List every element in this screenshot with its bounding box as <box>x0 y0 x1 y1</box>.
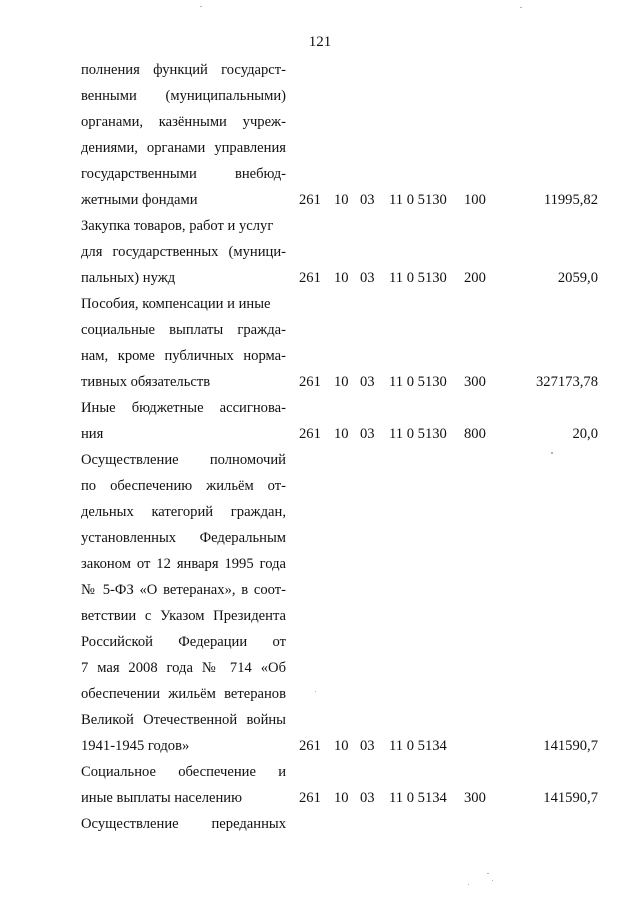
scan-speck <box>492 880 493 881</box>
description-line: венными (муниципальными) <box>81 88 286 104</box>
table-row <box>0 395 640 447</box>
description-line: ния <box>81 426 104 442</box>
description-line: иные выплаты населению <box>81 790 242 806</box>
description-line: ветствии с Указом Президента <box>81 608 286 624</box>
expense-type-code: 800 <box>464 426 486 442</box>
target-article-code: 11 0 5130 <box>389 270 447 286</box>
table-row <box>0 447 640 759</box>
description-line: Пособия, компенсации и иные <box>81 296 271 312</box>
amount: 11995,82 <box>543 192 598 208</box>
description-line: 1941-1945 годов» <box>81 738 190 754</box>
amount: 327173,78 <box>535 374 598 390</box>
admin-code: 261 <box>299 270 321 286</box>
row-description <box>81 811 286 837</box>
row-codes <box>0 187 640 213</box>
target-article-code: 11 0 5134 <box>389 738 447 754</box>
table-row <box>0 759 640 811</box>
expense-type-code: 300 <box>464 374 486 390</box>
admin-code: 261 <box>299 790 321 806</box>
section-code: 10 <box>334 790 349 806</box>
expense-type-code: 300 <box>464 790 486 806</box>
description-line: Осуществление полномочий <box>81 452 286 468</box>
target-article-code: 11 0 5130 <box>389 426 447 442</box>
section-code: 10 <box>334 192 349 208</box>
amount: 141590,7 <box>543 738 598 754</box>
row-codes <box>0 265 640 291</box>
description-line: полнения функций государст- <box>81 62 286 78</box>
description-line: Социальное обеспечение и <box>81 764 286 780</box>
subsection-code: 03 <box>360 192 375 208</box>
description-line: законом от 12 января 1995 года <box>81 556 286 572</box>
description-line: Великой Отечественной войны <box>81 712 286 728</box>
description-line: установленных Федеральным <box>81 530 286 546</box>
admin-code: 261 <box>299 738 321 754</box>
section-code: 10 <box>334 374 349 390</box>
subsection-code: 03 <box>360 790 375 806</box>
description-line: пальных) нужд <box>81 270 176 286</box>
description-line: дельных категорий граждан, <box>81 504 286 520</box>
description-line: жетными фондами <box>81 192 198 208</box>
row-codes <box>0 369 640 395</box>
table-row <box>0 57 640 213</box>
description-line: государственными внебюд- <box>81 166 286 182</box>
description-line: № 5-ФЗ «О ветеранах», в соот- <box>81 582 286 598</box>
budget-table <box>0 57 640 837</box>
scan-speck <box>487 873 489 874</box>
section-code: 10 <box>334 270 349 286</box>
description-line: для государственных (муници- <box>81 244 286 260</box>
subsection-code: 03 <box>360 270 375 286</box>
scan-speck <box>315 691 316 692</box>
table-row <box>0 291 640 395</box>
amount: 20,0 <box>572 426 598 442</box>
row-description <box>81 447 286 759</box>
description-line: дениями, органами управления <box>81 140 286 156</box>
admin-code: 261 <box>299 374 321 390</box>
row-codes <box>0 421 640 447</box>
description-line: Осуществление переданных <box>81 816 286 832</box>
table-row <box>0 213 640 291</box>
admin-code: 261 <box>299 426 321 442</box>
scan-speck <box>551 452 553 454</box>
description-line: Иные бюджетные ассигнова- <box>81 400 286 416</box>
subsection-code: 03 <box>360 738 375 754</box>
scan-speck <box>520 7 522 8</box>
subsection-code: 03 <box>360 426 375 442</box>
section-code: 10 <box>334 738 349 754</box>
section-code: 10 <box>334 426 349 442</box>
target-article-code: 11 0 5130 <box>389 374 447 390</box>
description-line: 7 мая 2008 года № 714 «Об <box>81 660 286 676</box>
scan-speck <box>468 884 469 885</box>
scan-speck <box>200 6 202 7</box>
admin-code: 261 <box>299 192 321 208</box>
description-line: обеспечении жильём ветеранов <box>81 686 286 702</box>
description-line: нам, кроме публичных норма- <box>81 348 286 364</box>
row-codes <box>0 785 640 811</box>
description-line: тивных обязательств <box>81 374 211 390</box>
page-number: 121 <box>308 34 332 50</box>
target-article-code: 11 0 5134 <box>389 790 447 806</box>
expense-type-code: 200 <box>464 270 486 286</box>
description-line: Закупка товаров, работ и услуг <box>81 218 274 234</box>
target-article-code: 11 0 5130 <box>389 192 447 208</box>
amount: 2059,0 <box>557 270 598 286</box>
description-line: по обеспечению жильём от- <box>81 478 286 494</box>
row-codes <box>0 733 640 759</box>
description-line: Российской Федерации от <box>81 634 286 650</box>
description-line: социальные выплаты гражда- <box>81 322 286 338</box>
table-row <box>0 811 640 837</box>
expense-type-code: 100 <box>464 192 486 208</box>
description-line: органами, казёнными учреж- <box>81 114 286 130</box>
subsection-code: 03 <box>360 374 375 390</box>
amount: 141590,7 <box>543 790 598 806</box>
